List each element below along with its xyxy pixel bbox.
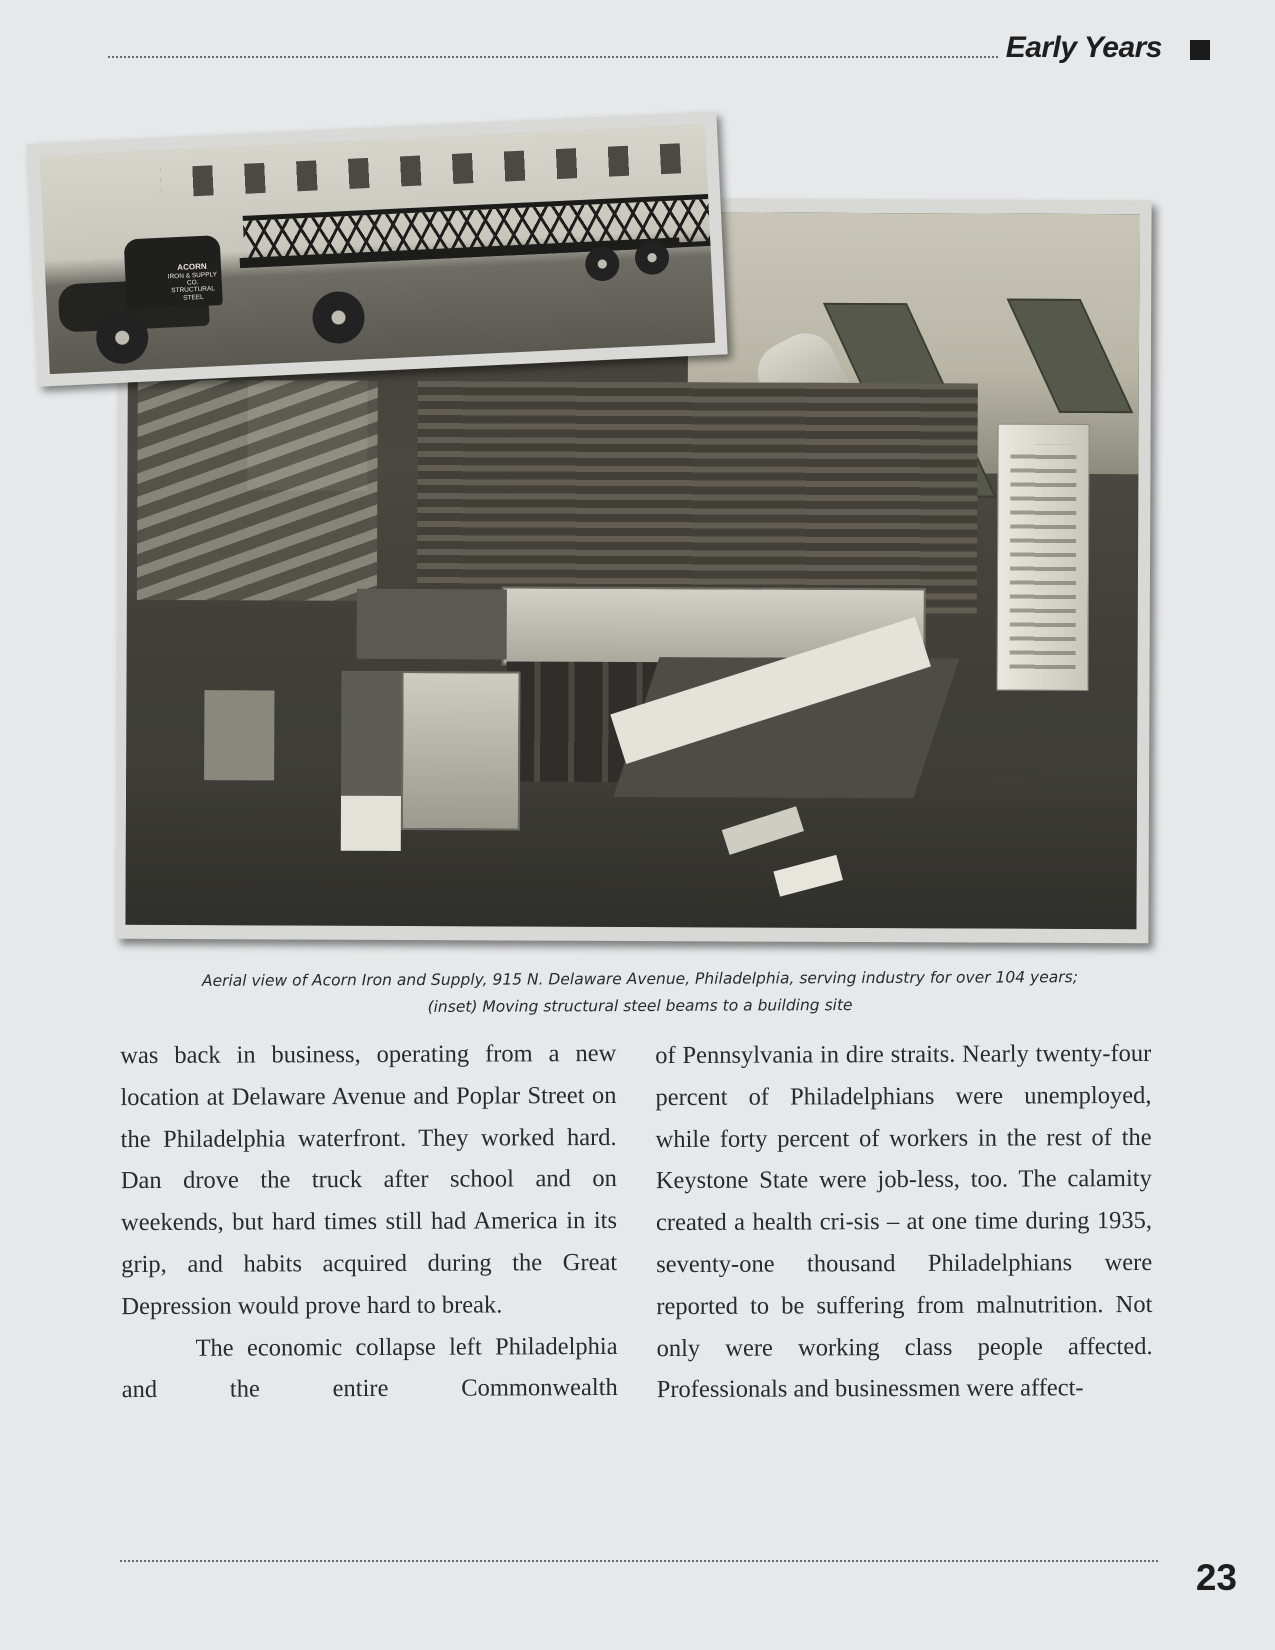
small-building <box>204 690 274 780</box>
dark-shed-roof <box>357 589 507 660</box>
caption-line-2: (inset) Moving structural steel beams to a building site <box>427 996 853 1016</box>
header-square-icon <box>1190 40 1210 60</box>
caption-line-1: Aerial view of Acorn Iron and Supply, 915 N. Delaware Avenue, Philadelphia, serving industry for over 104 years; <box>201 968 1078 990</box>
page-number: 23 <box>1195 1557 1237 1598</box>
stock-pile <box>137 380 378 601</box>
header-rule <box>108 56 998 58</box>
warehouse-windows <box>160 143 681 197</box>
photo-caption <box>140 964 1140 1022</box>
office-building <box>341 796 401 851</box>
body-paragraph: of Pennsylvania in dire straits. Nearly twenty-four percent of Philadelphians were unemployed, while forty percent of workers in the rest of the Keystone State were job-less, too. The calamity created a health cri-sis – at one time during 1935, seventy-one thousand Philadelphians were reported to be suffering from malnutrition. Not only were working class people affected. Professionals and businessmen were affect- <box>655 1039 1153 1404</box>
wheel <box>634 240 670 276</box>
body-paragraph: was back in business, operating from a new location at Delaware Avenue and Poplar Street on the Philadelphia waterfront. They worked hard. Dan drove the truck after school and on weekends, but hard times still had America in its grip, and habits acquired during the Great Depression would prove hard to break. <box>120 1039 618 1320</box>
truck-sign-line2: IRON & SUPPLY CO. <box>167 271 218 287</box>
tower-building <box>996 424 1089 691</box>
inset-photo-frame <box>27 111 728 386</box>
section-title: Early Years <box>1005 31 1162 64</box>
body-column-left <box>120 1033 618 1411</box>
body-column-right <box>655 1033 1153 1411</box>
steel-yard <box>417 381 978 613</box>
tower-windows <box>1010 445 1077 670</box>
truck-sign-line1: ACORN <box>177 261 207 273</box>
body-paragraph: The economic collapse left Philadelphia and the entire Commonwealth <box>121 1332 618 1404</box>
wheel <box>311 290 365 344</box>
dark-shed <box>341 671 402 796</box>
truck-sign-line3: STRUCTURAL STEEL <box>171 285 216 302</box>
inset-photo <box>40 124 716 374</box>
wheel <box>585 246 621 282</box>
white-shed <box>401 671 521 831</box>
footer-rule <box>120 1560 1158 1562</box>
truck-door-sign <box>163 259 223 306</box>
